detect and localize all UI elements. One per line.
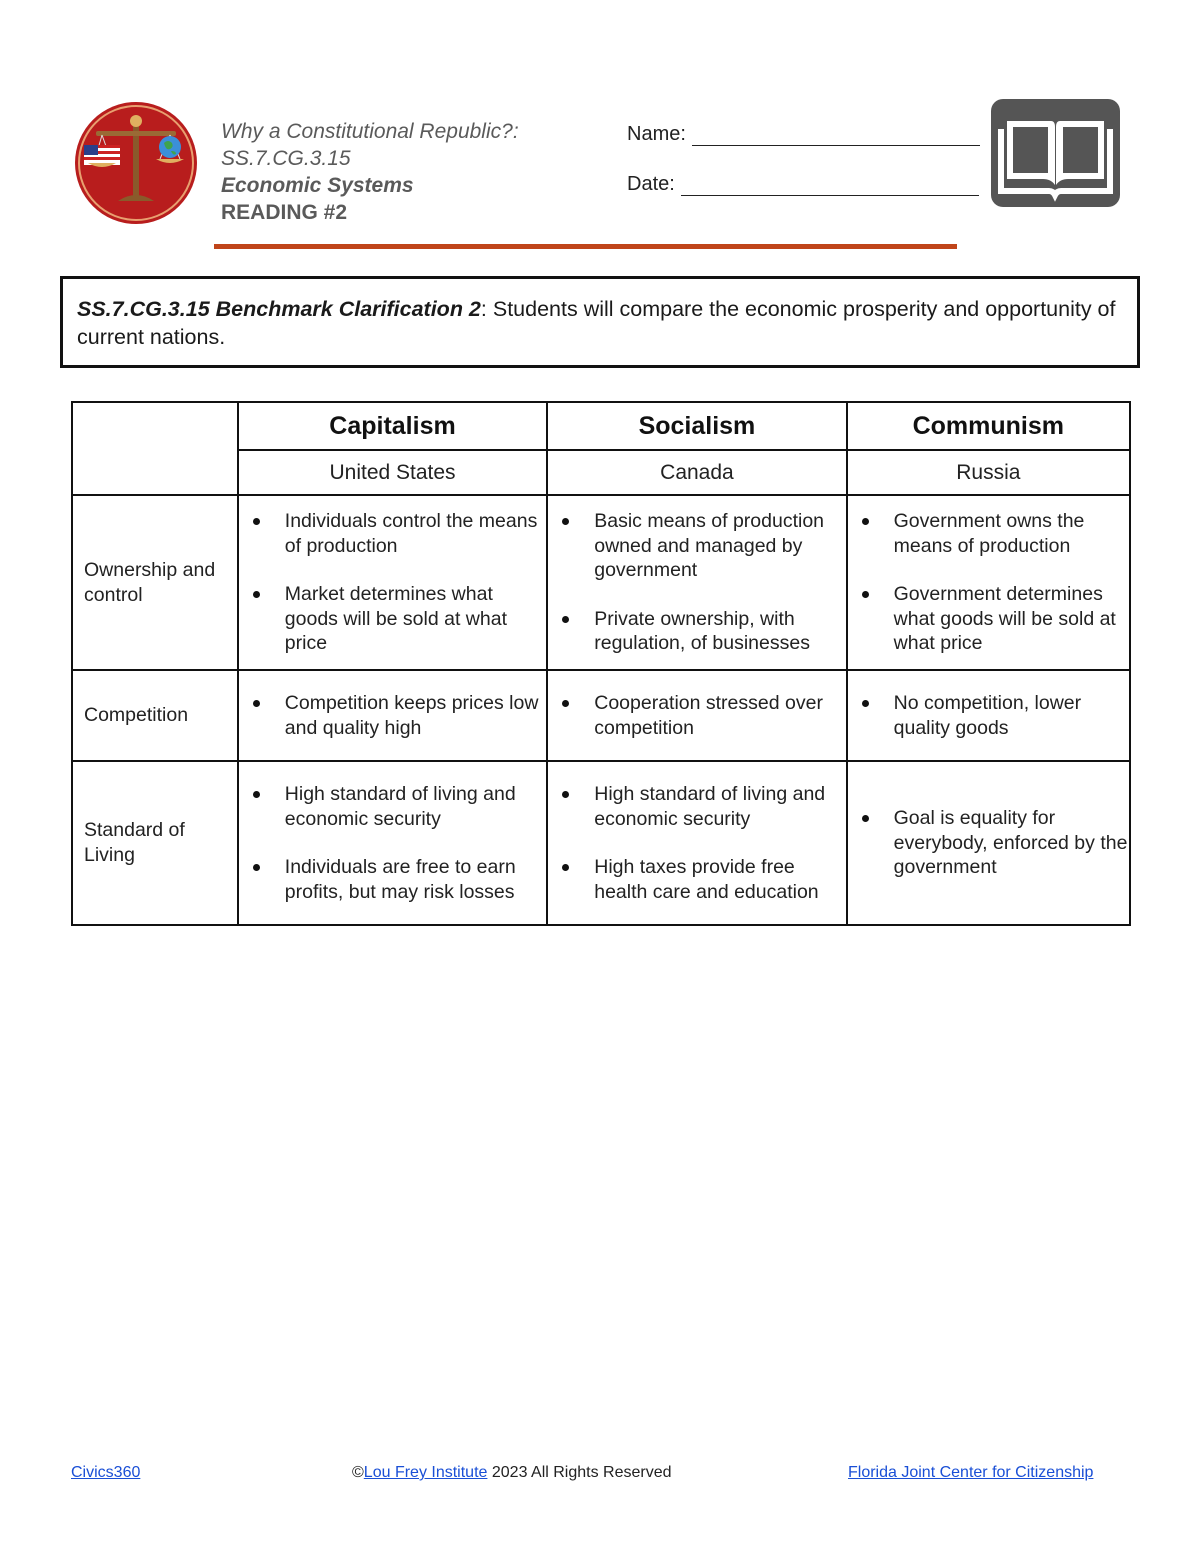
- table-row: [72, 670, 1130, 761]
- topic-title: Economic Systems: [221, 174, 414, 197]
- table-cell: [547, 670, 846, 761]
- bullet-point: High standard of living and economic security: [285, 782, 546, 831]
- bullet-point: No competition, lower quality goods: [894, 691, 1129, 740]
- bullet-point: Individuals are free to earn profits, but may risk losses: [285, 855, 546, 904]
- table-cell: [847, 761, 1130, 925]
- header-divider: [214, 244, 957, 249]
- bullet-point: Individuals control the means of production: [285, 509, 546, 558]
- bullet-point: Government determines what goods will be sold at what price: [894, 582, 1129, 656]
- table-cell: [547, 761, 846, 925]
- date-field[interactable]: [681, 173, 979, 196]
- table-cell: [847, 670, 1130, 761]
- empty-corner-cell: [72, 402, 238, 495]
- footer-left: [71, 1464, 140, 1482]
- country-cell: Russia: [847, 450, 1130, 495]
- bullet-point: High standard of living and economic security: [594, 782, 845, 831]
- table-cell: [847, 495, 1130, 670]
- bullet-point: Goal is equality for everybody, enforced by the government: [893, 807, 1128, 879]
- benchmark-clarification-box: [60, 276, 1140, 368]
- copyright-symbol: ©: [352, 1464, 364, 1481]
- footer-center: [352, 1464, 672, 1482]
- table-cell: [547, 495, 846, 670]
- country-cell: United States: [238, 450, 547, 495]
- bullet-point: Private ownership, with regulation, of businesses: [594, 607, 845, 656]
- economic-systems-table: [71, 401, 1131, 926]
- bullet-point: Basic means of production owned and managed by government: [594, 509, 845, 583]
- reading-number: READING #2: [221, 201, 348, 224]
- unit-title: Why a Constitutional Republic?:: [221, 120, 519, 143]
- benchmark-code: SS.7.CG.3.15: [221, 147, 351, 170]
- bullet-point: Government owns the means of production: [894, 509, 1129, 558]
- date-label: Date:: [627, 173, 675, 195]
- table-cell: [238, 495, 547, 670]
- table-row: [72, 761, 1130, 925]
- florida-joint-center-link[interactable]: Florida Joint Center for Citizenship: [848, 1464, 1094, 1481]
- table-header-row: [72, 402, 1130, 450]
- bullet-point: Competition keeps prices low and quality high: [285, 691, 546, 740]
- name-field[interactable]: [692, 123, 980, 146]
- row-label: Standard of Living: [72, 761, 238, 925]
- system-header: Communism: [847, 402, 1130, 450]
- bullet-point: Market determines what goods will be sold at what price: [285, 582, 546, 656]
- country-cell: Canada: [547, 450, 846, 495]
- row-label: Competition: [72, 670, 238, 761]
- footer-right: [848, 1464, 1093, 1482]
- name-label: Name:: [627, 123, 686, 145]
- civics360-link[interactable]: Civics360: [71, 1464, 141, 1481]
- clarification-colon: :: [480, 297, 487, 321]
- book-icon: [991, 99, 1120, 207]
- clarification-text: Students will compare the economic prosperity and opportunity of current nations.: [77, 297, 1116, 349]
- worksheet-header: [221, 118, 519, 226]
- scales-logo-icon: [74, 101, 198, 225]
- table-cell: [238, 761, 547, 925]
- system-header: Capitalism: [238, 402, 547, 450]
- bullet-point: High taxes provide free health care and education: [594, 855, 845, 904]
- table-cell: [238, 670, 547, 761]
- name-date-fields: [627, 118, 980, 218]
- lou-frey-institute-link[interactable]: Lou Frey Institute: [363, 1464, 488, 1481]
- clarification-code: SS.7.CG.3.15 Benchmark Clarification 2: [77, 297, 481, 321]
- rights-text: 2023 All Rights Reserved: [487, 1464, 672, 1481]
- benchmark-clarification: [77, 295, 1121, 351]
- row-label: Ownership and control: [72, 495, 238, 670]
- system-header: Socialism: [547, 402, 846, 450]
- bullet-point: Cooperation stressed over competition: [594, 691, 845, 740]
- table-row: [72, 495, 1130, 670]
